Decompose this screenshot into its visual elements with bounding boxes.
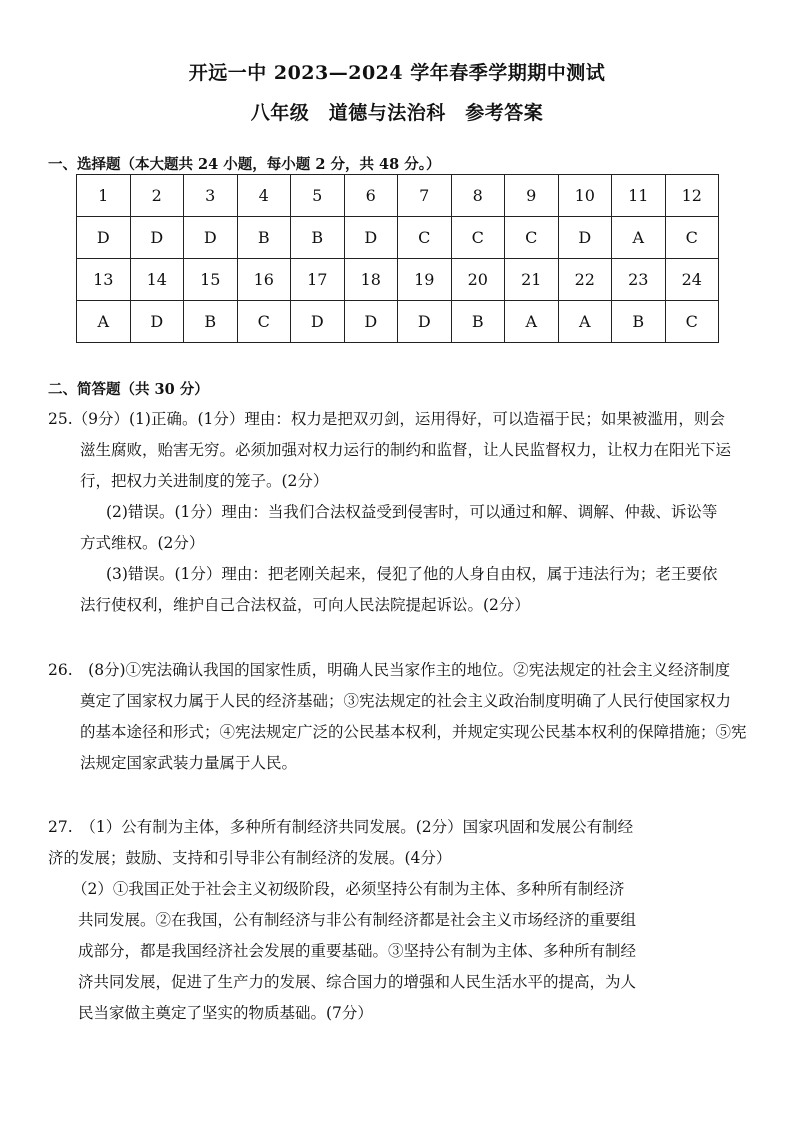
answer-key-cell: D [291, 301, 345, 343]
answer-key-cell: D [130, 217, 184, 259]
answer-key-cell: A [558, 301, 612, 343]
answer-key-cell: B [451, 301, 505, 343]
answer-key-cell: D [344, 301, 398, 343]
answer-key-cell: C [237, 301, 291, 343]
answer-key-row [77, 217, 719, 259]
question-number-cell: 18 [344, 259, 398, 301]
answer-key-cell: D [77, 217, 131, 259]
answer-key-cell: D [558, 217, 612, 259]
document-title: 开远一中 2023—2024 学年春季学期期中测试 [188, 62, 606, 84]
question-number-cell: 22 [558, 259, 612, 301]
q27-line: 济的发展；鼓励、支持和引导非公有制经济的发展。(4分） [48, 849, 452, 867]
q26-line: 奠定了国家权力属于人民的经济基础；③宪法规定的社会主义政治制度明确了人民行使国家权力 [80, 692, 732, 710]
question-number-cell: 8 [451, 175, 505, 217]
question-number-cell: 10 [558, 175, 612, 217]
q27-line: 27. （1）公有制为主体，多种所有制经济共同发展。(2分）国家巩固和发展公有制经 [48, 818, 634, 836]
question-number-cell: 11 [612, 175, 666, 217]
answer-key-cell: B [291, 217, 345, 259]
question-number-cell: 12 [665, 175, 719, 217]
q27-line: （2）①我国正处于社会主义初级阶段，必须坚持公有制为主体、多种所有制经济 [72, 880, 625, 898]
question-number-cell: 2 [130, 175, 184, 217]
q26-line: 的基本途径和形式；④宪法规定广泛的公民基本权利，并规定实现公民基本权利的保障措施；⑤宪 [80, 723, 747, 741]
answer-key-cell: B [184, 301, 238, 343]
question-number-cell: 15 [184, 259, 238, 301]
question-number-cell: 3 [184, 175, 238, 217]
q25-line: (2)错误。(1分）理由：当我们合法权益受到侵害时，可以通过和解、调解、仲裁、诉讼等 [106, 503, 718, 521]
question-number-cell: 1 [77, 175, 131, 217]
question-number-cell: 13 [77, 259, 131, 301]
question-number-cell: 20 [451, 259, 505, 301]
answer-key-cell: D [344, 217, 398, 259]
question-number-row [77, 175, 719, 217]
document-subtitle: 八年级 道德与法治科 参考答案 [250, 102, 544, 124]
q25-line: 25.（9分）(1)正确。(1分）理由：权力是把双刃剑，运用得好，可以造福于民；如果被滥用，则会 [48, 410, 725, 428]
answer-key-cell: D [184, 217, 238, 259]
answer-key-cell: B [612, 301, 666, 343]
q25-line: 方式维权。(2分） [80, 534, 205, 552]
answer-table [76, 174, 719, 343]
answer-key-cell: C [665, 217, 719, 259]
question-number-cell: 14 [130, 259, 184, 301]
q27-line: 成部分，都是我国经济社会发展的重要基础。③坚持公有制为主体、多种所有制经 [78, 942, 637, 960]
answer-key-cell: C [398, 217, 452, 259]
question-number-cell: 17 [291, 259, 345, 301]
question-number-cell: 7 [398, 175, 452, 217]
section-choice-heading: 一、选择题（本大题共 24 小题，每小题 2 分，共 48 分。） [48, 156, 441, 173]
section-short-answer-heading: 二、简答题（共 30 分） [48, 381, 209, 398]
answer-key-cell: A [505, 301, 559, 343]
question-number-cell: 16 [237, 259, 291, 301]
question-number-cell: 5 [291, 175, 345, 217]
answer-key-cell: D [398, 301, 452, 343]
answer-key-cell: A [612, 217, 666, 259]
question-number-cell: 21 [505, 259, 559, 301]
question-number-row [77, 259, 719, 301]
q25-line: (3)错误。(1分）理由：把老刚关起来，侵犯了他的人身自由权，属于违法行为；老王要依 [106, 565, 718, 583]
answer-key-cell: C [665, 301, 719, 343]
answer-key-cell: B [237, 217, 291, 259]
q27-line: 共同发展。②在我国，公有制经济与非公有制经济都是社会主义市场经济的重要组 [78, 911, 637, 929]
answer-key-cell: C [451, 217, 505, 259]
q25-line: 滋生腐败，贻害无穷。必须加强对权力运行的制约和监督，让人民监督权力，让权力在阳光下运 [80, 441, 732, 459]
answer-key-cell: C [505, 217, 559, 259]
q27-line: 济共同发展，促进了生产力的发展、综合国力的增强和人民生活水平的提高，为人 [78, 973, 637, 991]
question-27-answer [48, 812, 658, 1029]
q25-line: 行，把权力关进制度的笼子。(2分） [80, 472, 329, 490]
q25-line: 法行使权利，维护自己合法权益，可向人民法院提起诉讼。(2分） [80, 596, 530, 614]
question-number-cell: 19 [398, 259, 452, 301]
question-number-cell: 24 [665, 259, 719, 301]
q26-line: 26. (8分)①宪法确认我国的国家性质，明确人民当家作主的地位。②宪法规定的社会主义经济制度 [48, 661, 731, 679]
question-number-cell: 6 [344, 175, 398, 217]
answer-key-cell: D [130, 301, 184, 343]
answer-key-cell: A [77, 301, 131, 343]
q26-line: 法规定国家武装力量属于人民。 [80, 754, 298, 772]
question-25-answer [48, 404, 748, 621]
q27-line: 民当家做主奠定了坚实的物质基础。(7分） [78, 1004, 373, 1022]
question-26-answer [48, 655, 748, 779]
question-number-cell: 9 [505, 175, 559, 217]
question-number-cell: 4 [237, 175, 291, 217]
answer-key-row [77, 301, 719, 343]
question-number-cell: 23 [612, 259, 666, 301]
